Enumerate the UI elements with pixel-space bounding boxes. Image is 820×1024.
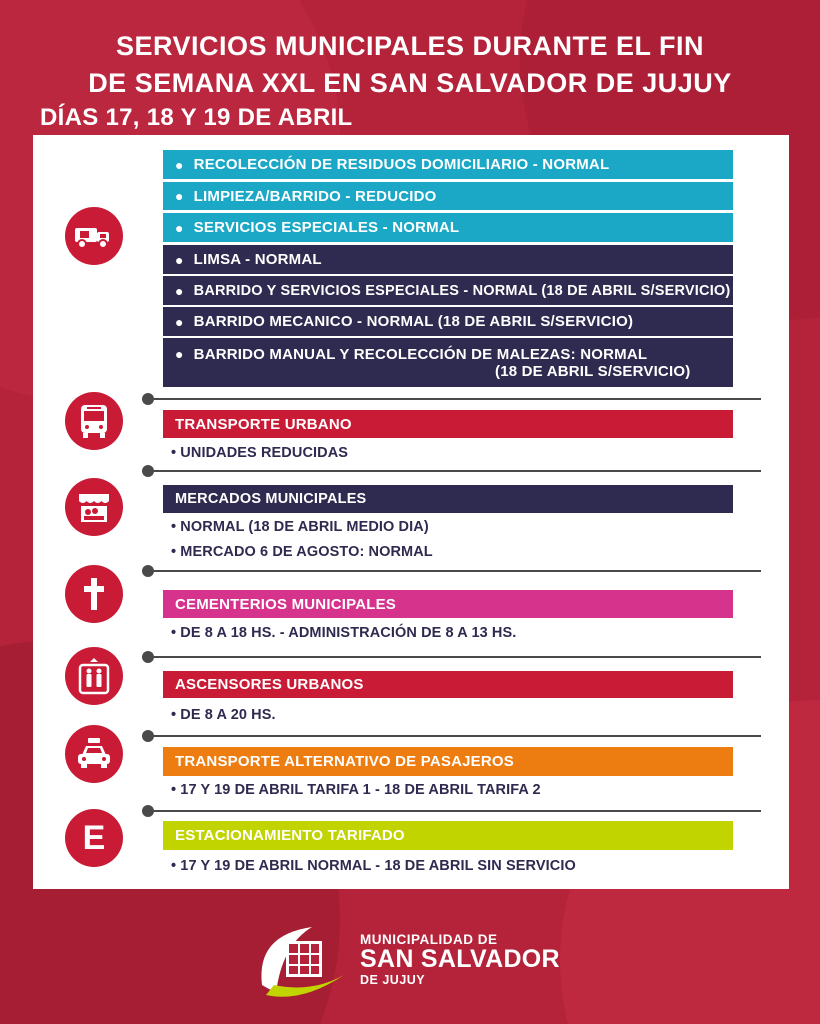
mercados-item-1: • NORMAL (18 DE ABRIL MEDIO DIA): [171, 519, 429, 535]
page-subtitle: DÍAS 17, 18 Y 19 DE ABRIL: [40, 104, 353, 131]
cementerios-header: [163, 590, 733, 618]
market-stall-icon: [65, 478, 123, 536]
ascensores-header: [163, 671, 733, 698]
title-line-1: SERVICIOS MUNICIPALES DURANTE EL FIN: [115, 31, 705, 61]
cross-icon: [65, 565, 123, 623]
divider: [146, 656, 761, 658]
residuos-item-7: ● BARRIDO MANUAL Y RECOLECCIÓN DE MALEZAS: NORMAL (18 DE ABRIL S/SERVICIO): [163, 338, 733, 387]
residuos-item-2: ● LIMPIEZA/BARRIDO - REDUCIDO: [163, 182, 733, 210]
residuos-item-6-label: BARRIDO MECANICO - NORMAL (18 DE ABRIL S/SERVICIO): [193, 313, 634, 330]
divider: [146, 570, 761, 572]
parking-e-icon: [65, 809, 123, 867]
residuos-item-1-label: RECOLECCIÓN DE RESIDUOS DOMICILIARIO - NORMAL: [193, 156, 610, 173]
parking-e-letter: E: [82, 818, 106, 857]
residuos-item-4-label: LIMSA - NORMAL: [193, 251, 322, 268]
divider: [146, 735, 761, 737]
transporte-item-1: • UNIDADES REDUCIDAS: [171, 445, 349, 461]
residuos-item-6: ● BARRIDO MECANICO - NORMAL (18 DE ABRIL S/SERVICIO): [163, 307, 733, 336]
residuos-item-4: ● LIMSA - NORMAL: [163, 245, 733, 274]
garbage-truck-icon: [65, 207, 123, 265]
ascensores-item-1: • DE 8 A 20 HS.: [171, 707, 276, 723]
municipality-logo: [252, 915, 582, 1000]
cementerios-header-label: CEMENTERIOS MUNICIPALES: [175, 595, 397, 613]
mercados-item-2: • MERCADO 6 DE AGOSTO: NORMAL: [171, 544, 433, 560]
title-line-2: DE SEMANA XXL EN SAN SALVADOR DE JUJUY: [88, 68, 732, 98]
residuos-item-7-label: BARRIDO MANUAL Y RECOLECCIÓN DE MALEZAS: NORMAL: [193, 345, 648, 363]
residuos-item-5-label: BARRIDO Y SERVICIOS ESPECIALES - NORMAL (18 DE ABRIL S/SERVICIO): [193, 282, 731, 299]
residuos-item-1: ● RECOLECCIÓN DE RESIDUOS DOMICILIARIO - NORMAL: [163, 150, 733, 179]
residuos-item-7-label-line2: (18 DE ABRIL S/SERVICIO): [495, 362, 691, 380]
residuos-item-3: ● SERVICIOS ESPECIALES - NORMAL: [163, 213, 733, 242]
logo-line-3: DE JUJUY: [360, 973, 426, 987]
transporte-header: [163, 410, 733, 438]
residuos-item-5: ● BARRIDO Y SERVICIOS ESPECIALES - NORMAL (18 DE ABRIL S/SERVICIO): [163, 276, 733, 305]
services-card: [33, 135, 789, 889]
residuos-item-2-label: LIMPIEZA/BARRIDO - REDUCIDO: [193, 187, 437, 205]
alternativo-header: [163, 747, 733, 776]
transporte-header-label: TRANSPORTE URBANO: [175, 415, 352, 433]
mercados-header-label: MERCADOS MUNICIPALES: [175, 491, 367, 507]
bus-icon: [65, 392, 123, 450]
logo-emblem-icon: [252, 915, 356, 1000]
taxi-icon: [65, 725, 123, 783]
logo-line-2: SAN SALVADOR: [360, 945, 560, 973]
estacionamiento-header: [163, 821, 733, 850]
alternativo-header-label: TRANSPORTE ALTERNATIVO DE PASAJEROS: [175, 753, 514, 770]
estacionamiento-item-1: • 17 Y 19 DE ABRIL NORMAL - 18 DE ABRIL SIN SERVICIO: [171, 858, 576, 874]
divider: [146, 810, 761, 812]
divider: [146, 398, 761, 400]
residuos-item-3-label: SERVICIOS ESPECIALES - NORMAL: [193, 219, 460, 236]
elevator-icon: [65, 647, 123, 705]
divider: [146, 470, 761, 472]
alternativo-item-1: • 17 Y 19 DE ABRIL TARIFA 1 - 18 DE ABRIL TARIFA 2: [171, 782, 541, 798]
mercados-header: [163, 485, 733, 513]
estacionamiento-header-label: ESTACIONAMIENTO TARIFADO: [175, 827, 405, 844]
page-title: [0, 28, 820, 102]
cementerios-item-1: • DE 8 A 18 HS. - ADMINISTRACIÓN DE 8 A 13 HS.: [171, 625, 517, 641]
ascensores-header-label: ASCENSORES URBANOS: [175, 676, 364, 693]
logo-line-1: MUNICIPALIDAD DE: [360, 932, 498, 947]
